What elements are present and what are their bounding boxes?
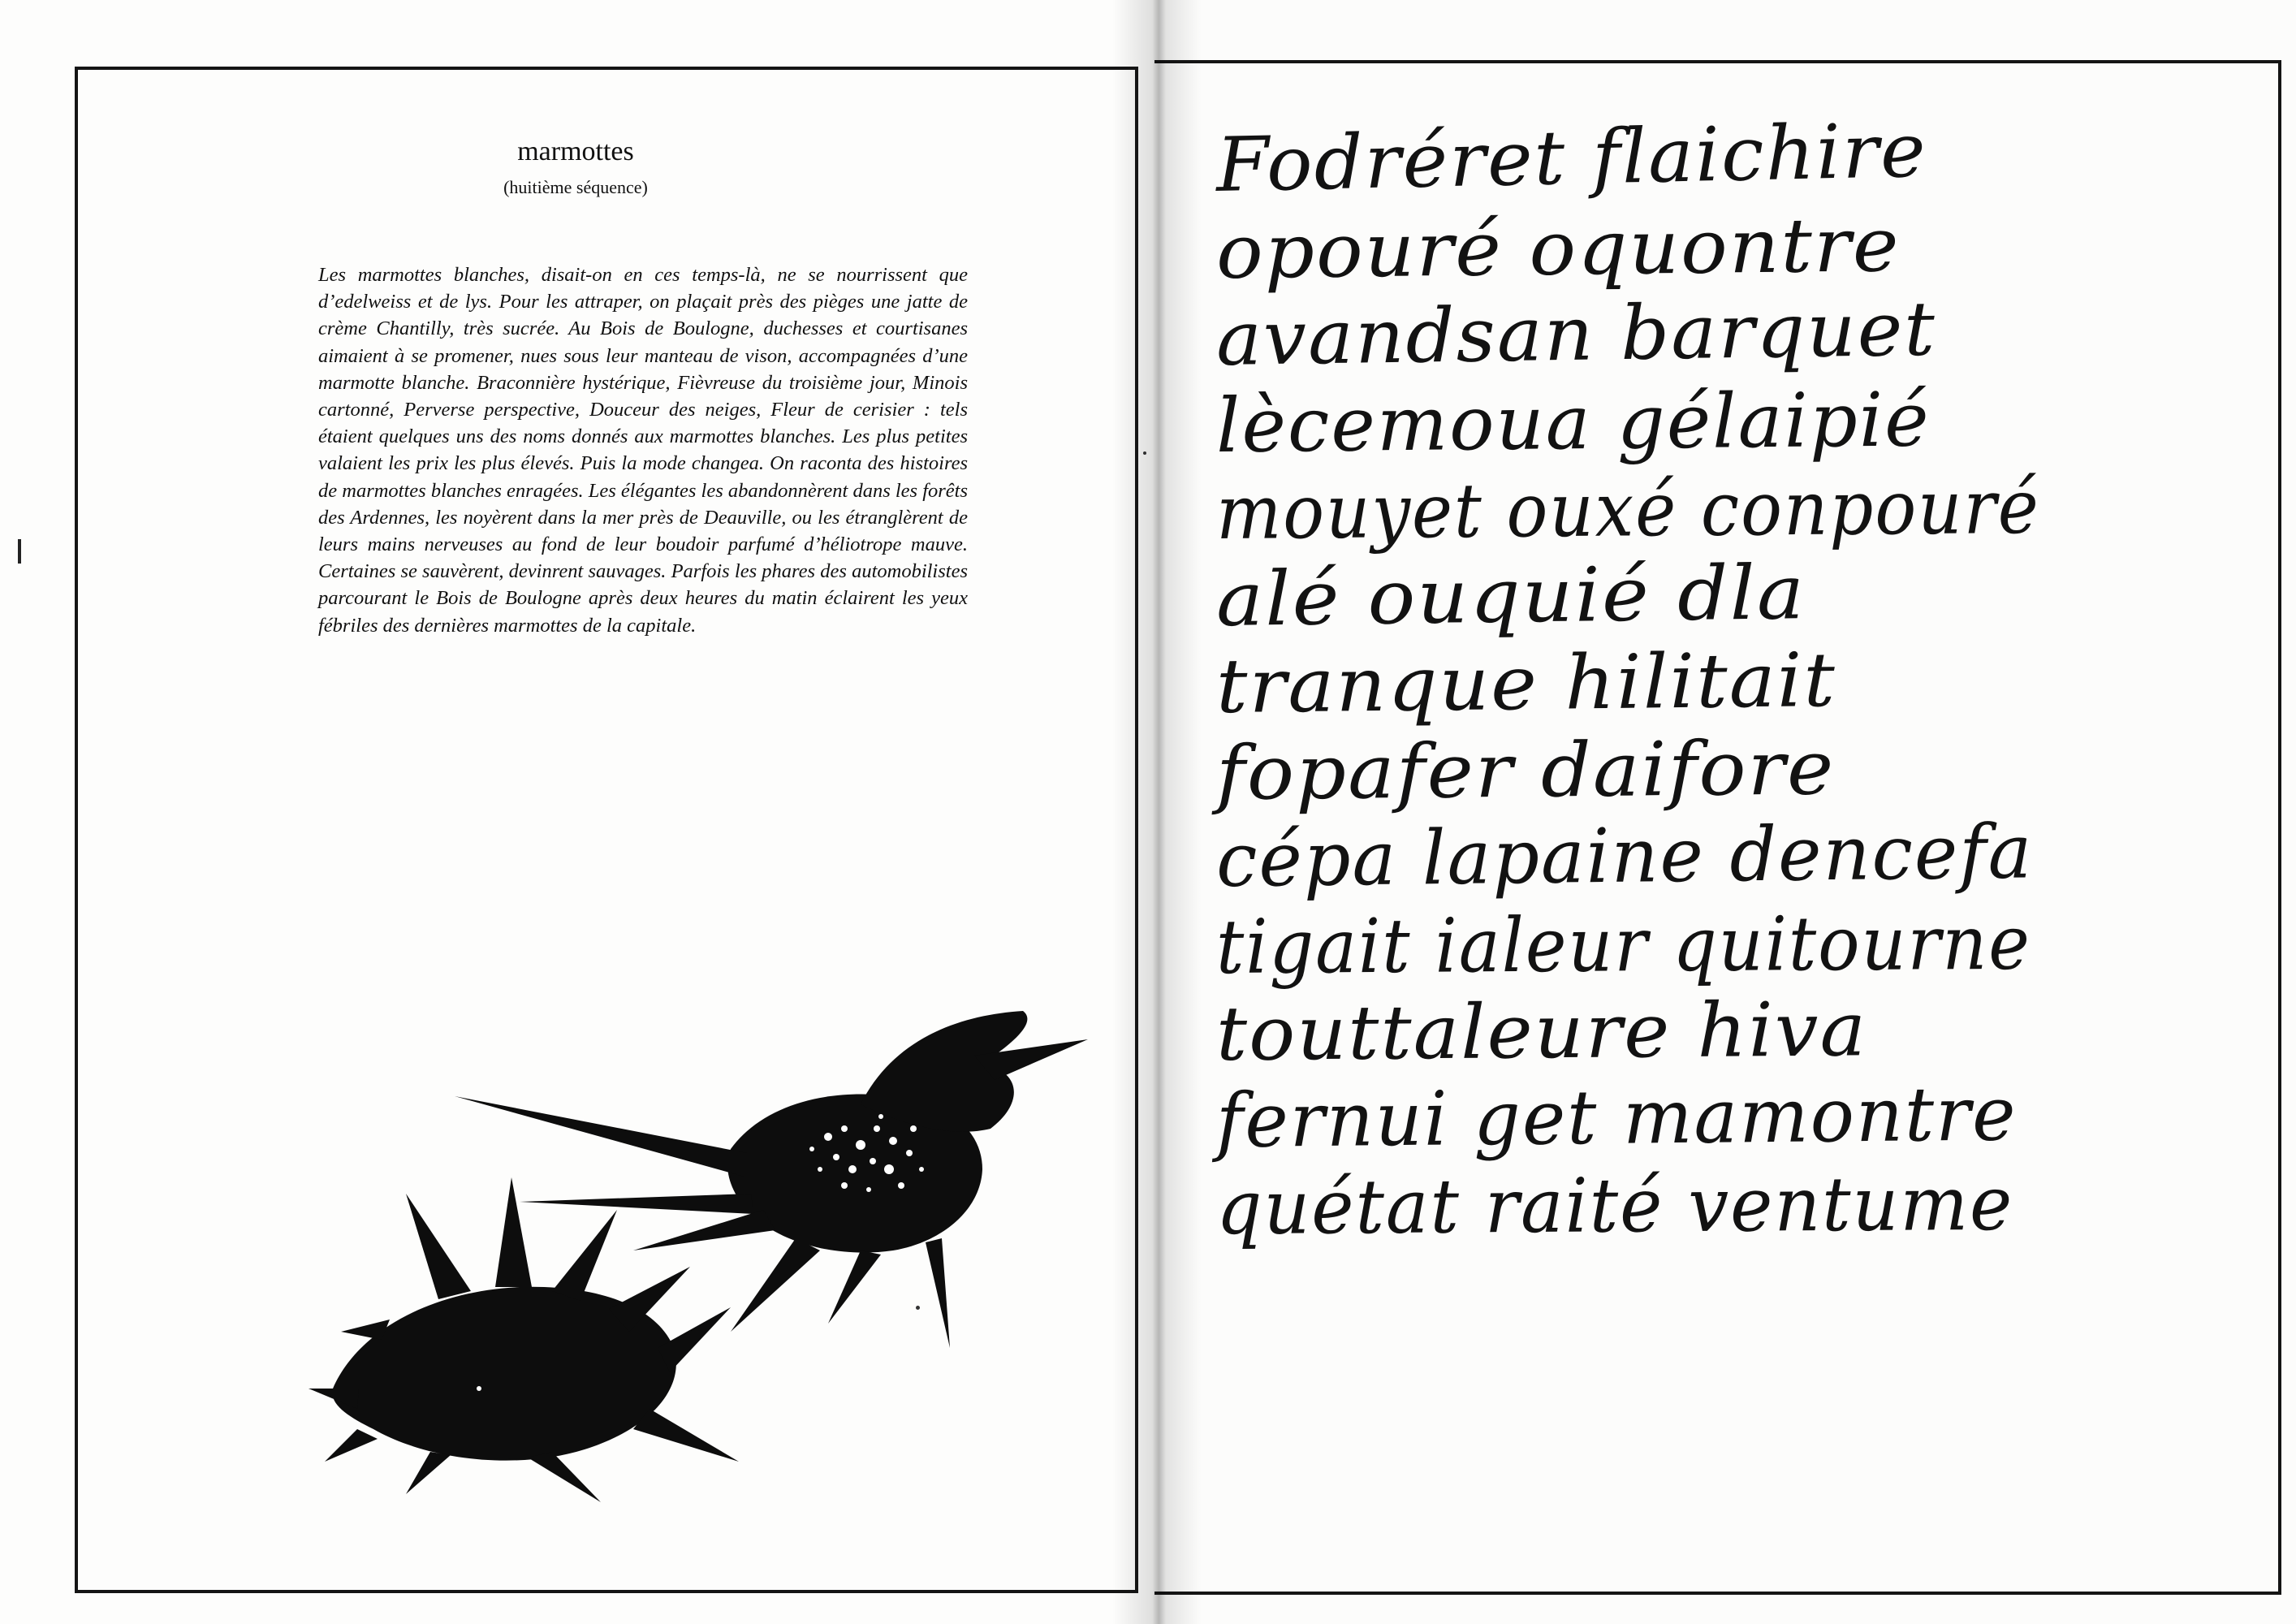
scan-speck: [916, 1306, 920, 1310]
handwritten-line: opouré oquontre: [1215, 201, 1901, 296]
handwritten-line: touttaleure hiva: [1215, 986, 1868, 1078]
page-subtitle: (huitième séquence): [503, 177, 648, 197]
handwritten-line: Fodréret flaichire: [1215, 106, 1928, 209]
handwritten-line: fernui get mamontre: [1215, 1070, 2018, 1164]
margin-mark: [18, 539, 21, 564]
page-title: marmottes: [517, 136, 634, 166]
handwritten-line: cépa lapaine dencefa: [1215, 808, 2034, 904]
handwritten-line: avandsan barquet: [1215, 285, 1937, 382]
handwritten-line: lècemoua gélaipié: [1215, 376, 1931, 469]
scan-speck: [1143, 451, 1146, 455]
body-paragraph: Les marmottes blanches, disait-on en ces temps-là, ne se nourrissent que d’edelweiss et de lys. Pour les attraper, on plaçait près des pièges une jatte de crème Chantilly, très sucrée. Au Bois de Boulogne, duchesses et courtisanes aimaient à se promener, nues sous leur manteau de vison, accompagnées d’une marmotte blanche. Braconnière hystérique, Fièvreuse du troisième jour, Minois cartonné, Perverse perspective, Douceur des neiges, Fleur de cerisier : tels étaient quelques uns des noms donnés aux marmottes blanches. Les plus petites valaient les prix les plus élevés. Puis la mode changea. On raconta des histoires de marmottes blanches enragées. Les élégantes les abandonnèrent dans les forêts des Ardennes, les noyèrent dans la mer près de Deauville, ou les étranglèrent de leurs mains nerveuses au fond de leur boudoir parfumé d’héliotrope mauve. Certaines se sauvèrent, devinrent sauvages. Parfois les phares des automobilistes parcourant le Bois de Boulogne après deux heures du matin éclairent les yeux fébriles des dernières marmottes de la capitale.: [318, 264, 968, 637]
handwritten-line: fopafer daifore: [1215, 724, 1836, 817]
handwritten-line: alé ouquié dla: [1215, 549, 1806, 643]
handwritten-line: quétat raité ventume: [1215, 1160, 2014, 1251]
handwritten-line: tranque hilitait: [1215, 637, 1837, 730]
ink-blot-creatures-icon: [309, 1007, 1088, 1510]
handwritten-line: mouyet ouxé conpouré: [1215, 463, 2040, 556]
handwritten-line: tigait ialeur quitourne: [1215, 899, 2031, 991]
right-page: [1151, 0, 2296, 1624]
handwritten-poem: [1215, 106, 2288, 1251]
